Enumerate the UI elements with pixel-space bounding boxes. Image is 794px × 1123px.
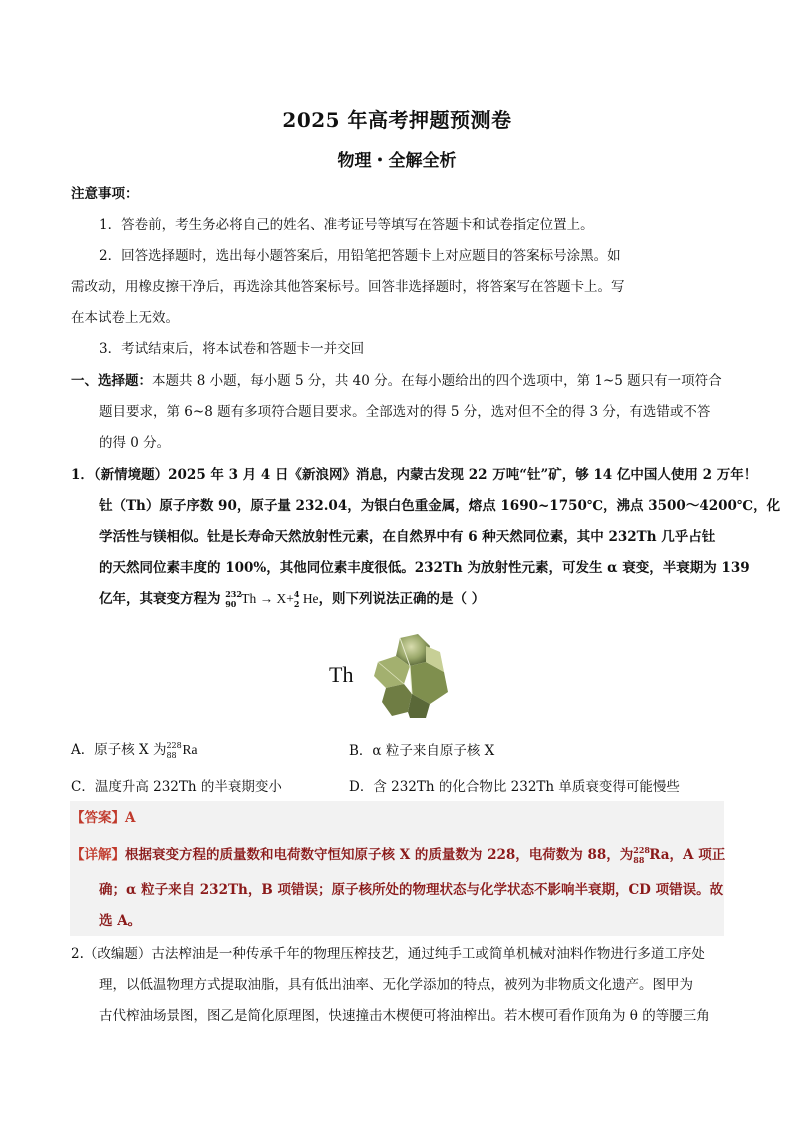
notes-item-2-line-2: 需改动，用橡皮擦干净后，再选涂其他答案标号。回答非选择题时，将答案写在答题卡上。写 [71, 279, 625, 295]
detail-line-2: 确；α 粒子来自 232Th，B 项错误；原子核所处的物理状态与化学状态不影响半衰期，CD 项错误。故 [99, 882, 724, 898]
section-1-instructions: 本题共 8 小题，每小题 5 分，共 40 分。在每小题给出的四个选项中，第 1~5 题只有一项符合 [152, 373, 722, 389]
option-c[interactable]: C．温度升高 232Th 的半衰期变小 [71, 779, 282, 795]
notes-item-1: 1．答卷前，考生务必将自己的姓名、准考证号等填写在答题卡和试卷指定位置上。 [99, 217, 594, 233]
option-d[interactable]: D．含 232Th 的化合物比 232Th 单质衰变得可能慢些 [349, 779, 680, 795]
detail-tag: 【详解】 [71, 847, 125, 863]
section-1-line-3: 的得 0 分。 [99, 435, 171, 451]
thorium-mineral-image [370, 632, 456, 720]
option-a-text: A．原子核 X 为 [71, 742, 167, 758]
answer-value: A [125, 810, 136, 826]
answer-tag: 【答案】 [71, 810, 125, 826]
option-b[interactable]: B．α 粒子来自原子核 X [349, 743, 495, 759]
th-nuclide-numbers: 232 90 [225, 588, 242, 609]
ra-nuclide-numbers: 228 88 [166, 740, 182, 760]
option-a-ra: Ra [182, 742, 198, 757]
q2-line-1: 2.（改编题）古法榨油是一种传承千年的物理压榨技艺，通过纯手工或简单机械对油料作物进行多道工序处 [71, 946, 705, 962]
q1-line-4: 的天然同位素丰度的 100%，其他同位素丰度很低。232Th 为放射性元素，可发生 α 衰变，半衰期为 139 [99, 560, 750, 576]
answer-line [71, 808, 135, 828]
detail-ra-nuclide-numbers: 228 88 [633, 844, 650, 865]
detail-line-1 [71, 845, 725, 866]
decay-equation: Th → X+ [241, 591, 294, 606]
section-1-line-2: 题目要求，第 6~8 题有多项符合题目要求。全部选对的得 5 分，选对但不全的得 3 分，有选错或不答 [99, 404, 711, 420]
q1-line-5 [99, 589, 485, 610]
q1-line-3: 学活性与镁相似。钍是长寿命天然放射性元素，在自然界中有 6 种天然同位素，其中 232Th 几乎占钍 [99, 529, 716, 545]
option-a[interactable] [71, 740, 197, 761]
notes-item-3: 3．考试结束后，将本试卷和答题卡一并交回 [99, 341, 365, 357]
thorium-label: Th [329, 662, 354, 687]
q1-question-prompt: ，则下列说法正确的是（ ） [318, 591, 486, 607]
q1-line-1: 1．（新情境题）2025 年 3 月 4 日《新浪网》消息，内蒙古发现 22 万吨“钍”矿，够 14 亿中国人使用 2 万年！ [71, 467, 758, 483]
detail-text-1: 根据衰变方程的质量数和电荷数守恒知原子核 X 的质量数为 228，电荷数为 88，为 [125, 847, 634, 863]
page-subtitle: 物理・全解全析 [337, 151, 457, 171]
q1-line-2: 钍（Th）原子序数 90，原子量 232.04，为银白色重金属，熔点 1690~1750℃，沸点 3500～4200℃，化 [99, 498, 781, 514]
page-title: 2025 年高考押题预测卷 [282, 108, 512, 132]
q2-line-2: 理，以低温物理方式提取油脂，具有低出油率、无化学添加的特点，被列为非物质文化遗产。图甲为 [99, 977, 693, 993]
q1-line-5-text: 亿年，其衰变方程为 [99, 591, 221, 607]
notes-item-2-line-3: 在本试卷上无效。 [71, 310, 179, 326]
detail-line-3: 选 A。 [99, 913, 142, 929]
notes-item-2-line-1: 2．回答选择题时，选出每小题答案后，用铅笔把答题卡上对应题目的答案标号涂黑。如 [99, 248, 621, 264]
he-nuclide-numbers: 4 2 [293, 588, 300, 609]
section-1-line-1 [71, 371, 722, 391]
q2-line-3: 古代榨油场景图，图乙是简化原理图，快速撞击木楔便可将油榨出。若木楔可看作顶角为 θ 的等腰三角 [99, 1008, 710, 1024]
helium-symbol: He [302, 591, 319, 606]
answer-explanation-box [70, 801, 724, 936]
section-1-heading: 一、选择题： [71, 373, 152, 389]
detail-text-1b: Ra，A 项正 [649, 847, 726, 863]
notes-heading: 注意事项： [71, 186, 139, 202]
